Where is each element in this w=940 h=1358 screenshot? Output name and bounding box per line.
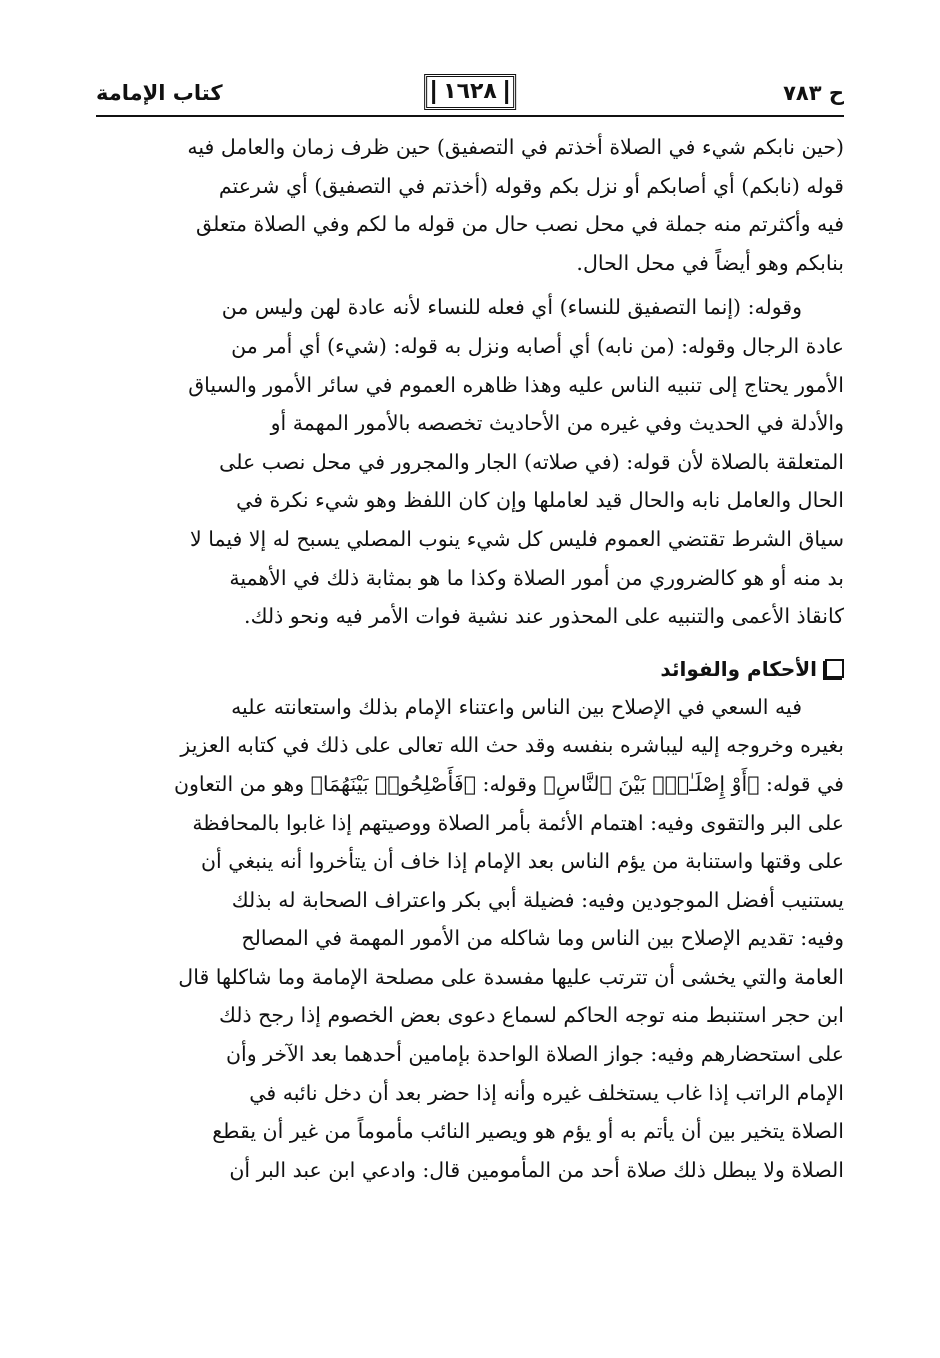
paragraph-2 — [96, 288, 844, 635]
text-line: على استحضارهم وفيه: جواز الصلاة الواحدة بإمامين أحدهما بعد الآخر وأن — [225, 1042, 844, 1067]
header-divider — [96, 115, 844, 117]
text-line: بد منه أو هو كالضروري من أمور الصلاة وكذا ما هو بمثابة ذلك في الأهمية — [229, 565, 844, 590]
text-line: في قوله: ﴿أَوْ إِصْلَـٰحٍۭ بَيْنَ ٱلنَّاسِ﴾ وقوله: ﴿فَأَصْلِحُوا۟ بَيْنَهُمَا﴾ وهو من التعاون — [173, 771, 844, 796]
hadith-reference: ح ٧٨٣ — [783, 81, 844, 105]
text-line: وقوله: (إنما التصفيق للنساء) أي فعله للنساء لأنه عادة لهن وليس من — [221, 295, 802, 320]
text-line: الأمور يحتاج إلى تنبيه الناس عليه وهذا ظاهره العموم في سائر الأمور والسياق — [188, 372, 844, 397]
text-line: قوله (نابكم) أي أصابكم أو نزل بكم وقوله (أخذتم في التصفيق) أي شرعتم — [218, 173, 844, 198]
main-text — [96, 128, 844, 1189]
text-line: الإمام الراتب إذا غاب يستخلف غيره وأنه إذا حضر بعد أن دخل نائبه في — [249, 1080, 844, 1105]
text-line: فيه السعي في الإصلاح بين الناس واعتناء الإمام بذلك واستعانته عليه — [231, 694, 802, 719]
page-header — [96, 72, 844, 114]
text-line: على البر والتقوى وفيه: اهتمام الأئمة بأمر الصلاة ووصيتهم إذا غابوا بالمحافظة — [192, 810, 844, 835]
text-line: (حين نابكم شيء في الصلاة أخذتم في التصفيق) حين ظرف زمان والعامل فيه — [187, 135, 844, 159]
text-line: الحال والعامل نابه والحال قيد لعاملها وإن كان اللفظ وهو شيء نكرة في — [236, 488, 844, 513]
section-title: الأحكام والفوائد — [660, 656, 817, 681]
page-number: ١٦٢٨ — [424, 74, 516, 110]
text-line: بغيره وخروجه إليه ليباشره بنفسه وقد حث الله تعالى على ذلك في كتابه العزيز — [180, 733, 844, 758]
text-line: على وقتها واستنابة من يؤم الناس بعد الإمام إذا خاف أن يتأخروا أنه ينبغي أن — [201, 849, 844, 874]
text-line: يستنيب أفضل الموجودين وفيه: فضيلة أبي بكر واعتراف الصحابة له بذلك — [231, 887, 844, 912]
text-line: فيه وأكثرتم منه جملة في محل نصب حال من قوله ما لكم وفي الصلاة متعلق — [196, 212, 844, 237]
text-line: العامة والتي يخشى أن تترتب عليها مفسدة على مصلحة الإمامة وما شاكلها قال — [178, 964, 844, 989]
text-line: ابن حجر استنبط منه توجه الحاكم لسماع دعوى بعض الخصوم إذا رجح ذلك — [218, 1003, 844, 1028]
text-line: سياق الشرط تقتضي العموم فليس كل شيء ينوب المصلي يسبح له إلا فيما لا — [190, 526, 844, 551]
section-heading — [96, 650, 844, 688]
square-bullet-icon — [825, 659, 844, 678]
text-line: وفيه: تقديم الإصلاح بين الناس وما شاكله من الأمور المهمة في المصالح — [241, 926, 844, 951]
text-line: المتعلقة بالصلاة لأن قوله: (في صلاته) الجار والمجرور في محل نصب على — [219, 449, 844, 474]
text-line: والأدلة في الحديث وفي غيره من الأحاديث تخصصه بالأمور المهمة أو — [270, 411, 844, 436]
text-line: عادة الرجال وقوله: (من نابه) أي أصابه ونزل به قوله: (شيء) أي أمر من — [231, 333, 844, 358]
text-line: كانقاذ الأعمى والتنبيه على المحذور عند نشية فوات الأمر فيه ونحو ذلك. — [244, 604, 844, 629]
section-body — [96, 688, 844, 1190]
text-line: الصلاة ولا يبطل ذلك صلاة أحد من المأمومين قال: وادعي ابن عبد البر أن — [229, 1157, 844, 1182]
book-title: كتاب الإمامة — [96, 81, 223, 105]
text-line: الصلاة يتخير بين أن يأتم به أو يؤم هو ويصير النائب مأموماً من غير أن يقطع — [212, 1119, 844, 1144]
text-line: بنابكم وهو أيضاً في محل الحال. — [576, 250, 844, 275]
paragraph-1 — [96, 128, 844, 282]
